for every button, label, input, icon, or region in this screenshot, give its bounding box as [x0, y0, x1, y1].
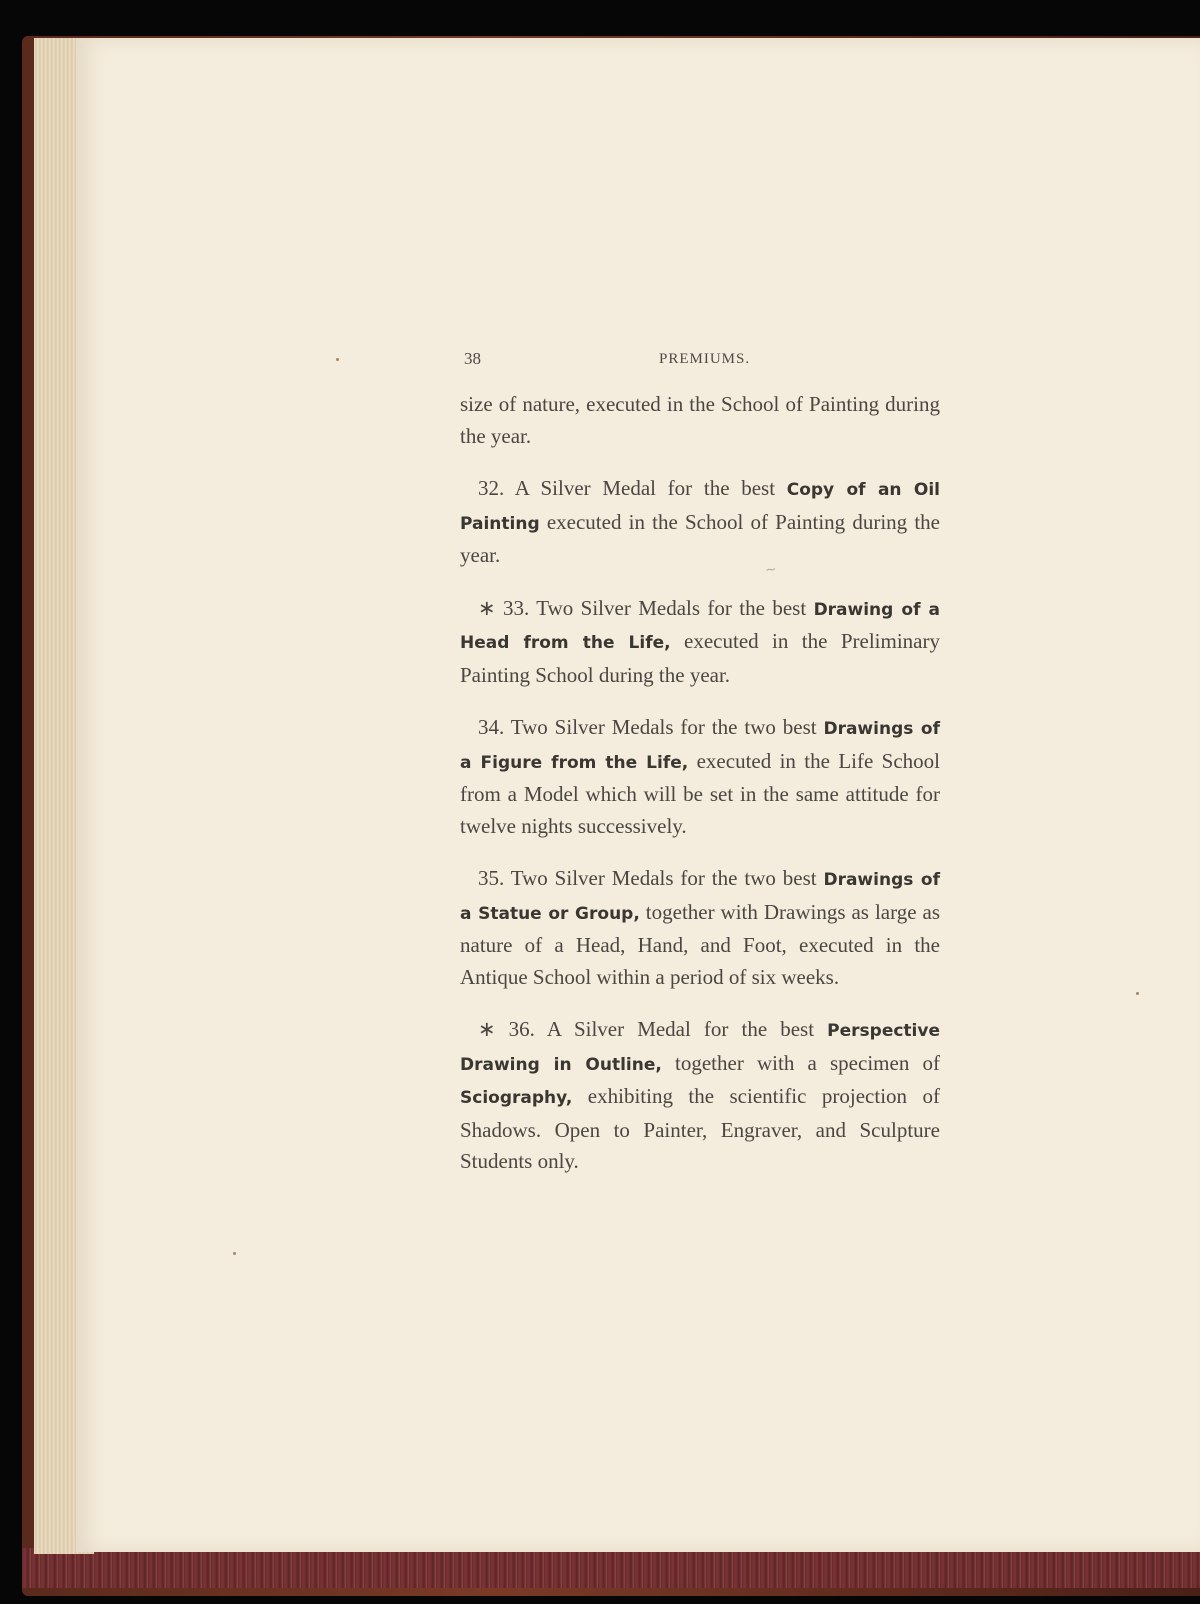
- premium-subject: Drawing of a Head from the Life,: [460, 599, 940, 653]
- premium-text: together with a specimen of: [661, 1050, 940, 1075]
- premium-text: 34. Two Silver Medals for the two best: [478, 715, 824, 739]
- premium-text: 32. A Silver Medal for the best: [478, 476, 787, 500]
- pencil-annotation: ~: [763, 561, 778, 579]
- paragraph-text: size of nature, executed in the School of Painting during the year.: [460, 392, 940, 448]
- premium-subject: Perspective Drawing in Outline,: [460, 1021, 940, 1075]
- premium-text: exhibiting the scientific projection of Shadows. Open to Painter, Engraver, and Sculpture Students only.: [460, 1084, 940, 1173]
- premium-34: [460, 712, 940, 842]
- margin-dot: [233, 1252, 236, 1255]
- premium-35: [460, 863, 940, 993]
- premium-subject: Copy of an Oil Painting: [460, 480, 940, 534]
- premium-36: [460, 1014, 940, 1178]
- premium-subject: Drawings of a Statue or Group,: [460, 870, 940, 924]
- premium-text: together with Drawings as large as nature of a Head, Hand, and Foot, executed in the Antique School within a period of six weeks.: [460, 899, 941, 989]
- premium-text: executed in the School of Painting during the year.: [460, 509, 940, 567]
- margin-dot: [336, 358, 339, 361]
- premium-subject: Drawings of a Figure from the Life,: [460, 719, 940, 773]
- premium-text: ∗ 33. Two Silver Medals for the best: [478, 595, 814, 620]
- premium-33: [460, 593, 940, 692]
- margin-dot: [1136, 992, 1139, 995]
- premium-subject: Sciography,: [460, 1088, 573, 1108]
- page-number: 38: [464, 349, 481, 368]
- premium-text: executed in the Preliminary Painting School during the year.: [460, 629, 940, 687]
- premium-text: 35. Two Silver Medals for the two best: [478, 866, 824, 890]
- running-head: PREMIUMS.: [659, 351, 751, 367]
- premium-text: executed in the Life School from a Model which will be set in the same attitude for twelve nights successively.: [460, 748, 941, 838]
- page-text: [460, 389, 940, 1199]
- paragraph-continuation: [460, 389, 940, 452]
- premium-text: ∗ 36. A Silver Medal for the best: [478, 1017, 828, 1041]
- premium-32: [460, 473, 940, 572]
- book-cover-edge: [22, 1548, 1200, 1588]
- page-header: [464, 349, 944, 375]
